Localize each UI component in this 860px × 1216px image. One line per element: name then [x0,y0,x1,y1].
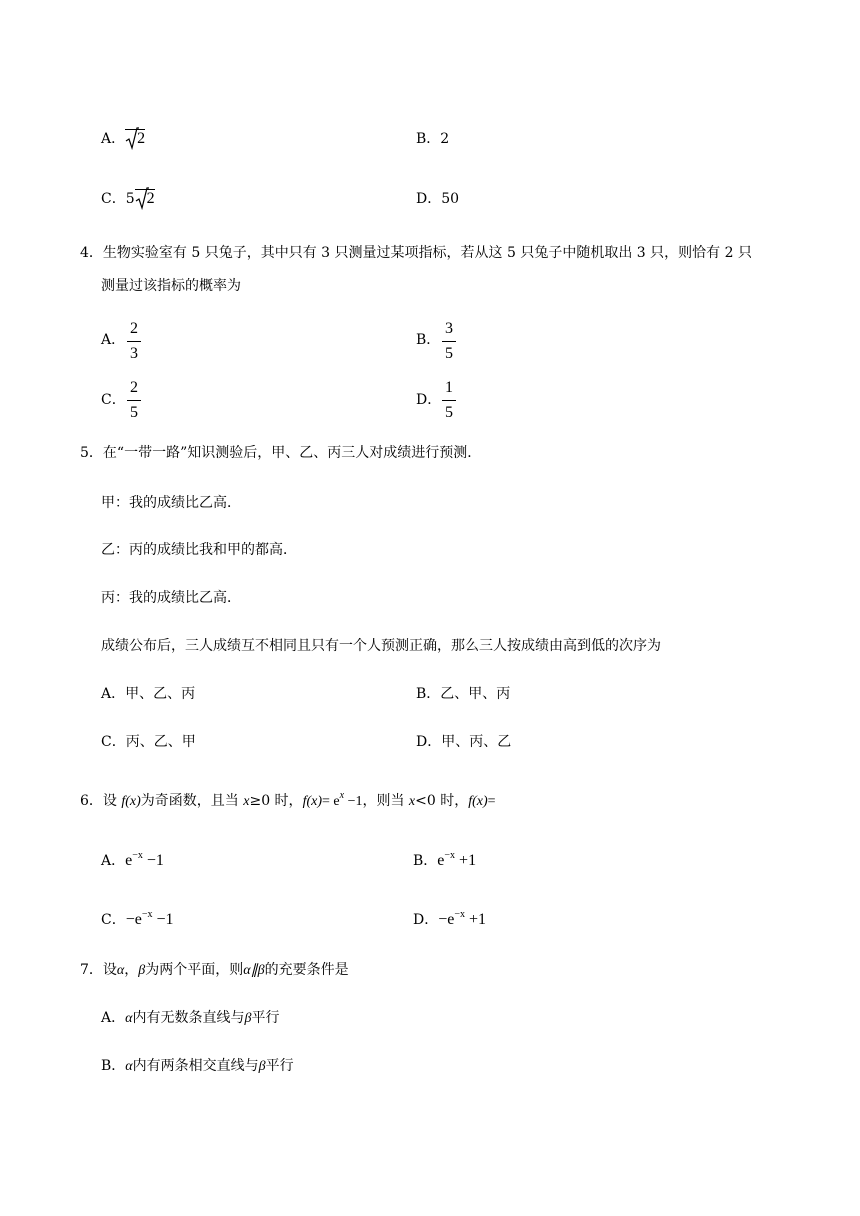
q5-option-d[interactable]: D．甲、丙、乙 [416,734,512,750]
fraction: 2 3 [127,321,141,362]
q5-stem: 5．在“一带一路”知识测验后，甲、乙、丙三人对成绩进行预测． [80,445,482,461]
q7-option-b[interactable]: B．α内有两条相交直线与β平行 [101,1058,294,1074]
q7-option-a[interactable]: A．α内有无数条直线与β平行 [101,1010,280,1026]
q6-option-d[interactable]: D．$-e^{-x} +1$ [413,909,487,928]
q6-option-a[interactable]: A．$e^{-x} -1$ [101,850,164,869]
q5-option-c[interactable]: C．丙、乙、甲 [101,734,196,750]
option-label: B． [416,332,441,348]
q7-stem: 7．设α，β为两个平面，则α∥β的充要条件是 [80,962,349,978]
q3-option-c[interactable]: C．5 2 [101,190,155,207]
fraction: 3 5 [442,321,456,362]
q3-option-d[interactable]: D．50 [416,191,460,207]
q5-option-b[interactable]: B．乙、甲、丙 [416,686,511,702]
fraction: 1 5 [442,380,456,421]
fraction: 2 5 [127,380,141,421]
q6-stem: 6．设 f(x)为奇函数，且当 x≥0 时，$f(x)= e^x -1$，则当 x<0 时，f(x)= [80,790,496,809]
q6-option-b[interactable]: B．$e^{-x} +1$ [413,850,477,869]
option-label: C． [101,392,126,408]
q5-statement-bing: 丙：我的成绩比乙高． [101,590,241,606]
option-label: A． [101,332,126,348]
q3-option-a[interactable]: A． 2 [101,130,146,147]
q5-statement-jia: 甲：我的成绩比乙高． [101,495,241,511]
q5-conclusion: 成绩公布后，三人成绩互不相同且只有一个人预测正确，那么三人按成绩由高到低的次序为 [101,638,661,654]
q5-statement-yi: 乙：丙的成绩比我和甲的都高． [101,542,297,558]
q4-stem-line2: 测量过该指标的概率为 [101,278,241,294]
sqrt-symbol: 2 [125,131,145,147]
q3-option-b[interactable]: B．2 [416,131,450,147]
q4-stem-line1: 4．生物实验室有 5 只兔子，其中只有 3 只测量过某项指标，若从这 5 只兔子中随机取出 3 只，则恰有 2 只 [80,245,752,261]
q5-option-a[interactable]: A．甲、乙、丙 [101,686,196,702]
q6-option-c[interactable]: C．$-e^{-x} -1$ [101,909,174,928]
sqrt-symbol: 2 [135,191,155,207]
option-label: D． [416,392,442,408]
